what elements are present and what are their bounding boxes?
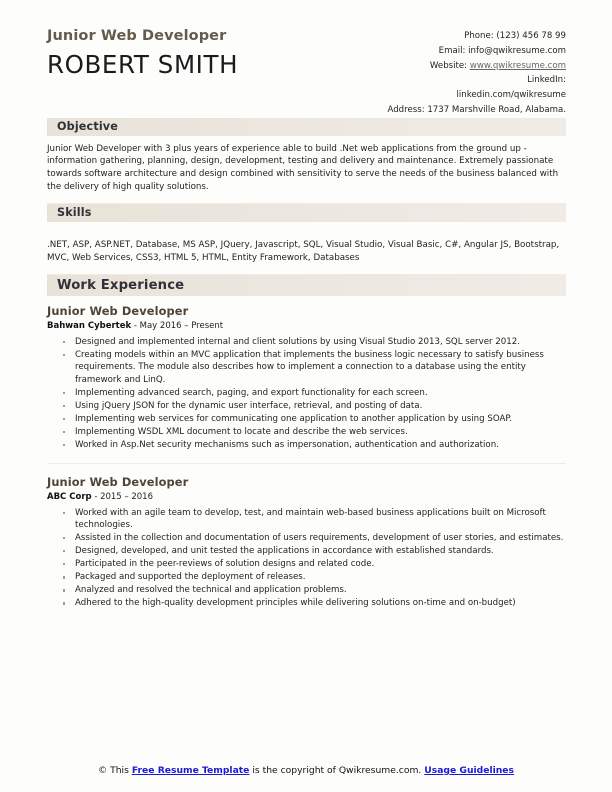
- list-item: Implementing WSDL XML document to locate and describe the web services.: [61, 426, 566, 439]
- skills-text: .NET, ASP, ASP.NET, Database, MS ASP, JQuery, Javascript, SQL, Visual Studio, Visual Basic, C#, Angular JS, Bootstrap, MVC, Web Services, CSS3, HTML 5, HTML, Entity Framework, Databases: [47, 239, 560, 263]
- section-title-work-experience: Work Experience: [57, 277, 185, 293]
- list-item: Assisted in the collection and documentation of users requirements, development of user stories, and estimates.: [61, 532, 566, 545]
- objective-text: Junior Web Developer with 3 plus years of experience able to build .Net web applications from the ground up - information gathering, planning, design, development, testing and delivery and maintenance. Extremely passionate towards software architecture and design combined with sensitivity to serve the needs of the business balanced with the delivery of high quality solutions.: [47, 143, 559, 193]
- section-header-objective: [47, 118, 566, 136]
- footer-middle: is the copyright of Qwikresume.com.: [252, 764, 422, 776]
- experience-entry: [47, 464, 566, 610]
- list-item: Packaged and supported the deployment of releases.: [61, 571, 566, 584]
- list-item: Implementing web services for communicating one application to another application by using SOAP.: [61, 413, 566, 426]
- list-item: Analyzed and resolved the technical and application problems.: [61, 584, 566, 597]
- experience-role: Junior Web Developer: [47, 303, 189, 318]
- experience-company: ABC Corp: [47, 491, 92, 502]
- experience-bullet-list: [47, 336, 566, 452]
- experience-dates: - May 2016 – Present: [133, 320, 224, 331]
- list-item: Implementing advanced search, paging, and export functionality for each screen.: [61, 387, 566, 400]
- header-identity: [47, 26, 238, 80]
- experience-meta: [47, 321, 566, 333]
- header-job-title: Junior Web Developer: [47, 28, 227, 44]
- contact-website-label: Website:: [429, 60, 468, 71]
- contact-address: Address: 1737 Marshville Road, Alabama.: [387, 104, 566, 115]
- contact-linkedin-label: LinkedIn:: [527, 75, 566, 86]
- candidate-name: ROBERT SMITH: [47, 50, 239, 80]
- page-footer: [0, 764, 612, 778]
- list-item: Creating models within an MVC application that implements the business logic necessary to satisfy business requirements. The module also describes how to implement a connection to a database using the entity framework and LinQ.: [61, 349, 566, 387]
- section-title-skills: Skills: [57, 206, 92, 220]
- contact-email: Email: info@qwikresume.com: [438, 45, 566, 56]
- contact-linkedin-url[interactable]: linkedin.com/qwikresume: [456, 90, 566, 101]
- usage-guidelines-link[interactable]: Usage Guidelines: [424, 764, 514, 776]
- list-item: Adhered to the high-quality development principles while delivering solutions on-time and on-budget): [61, 597, 566, 610]
- section-header-skills: [47, 204, 566, 222]
- experience-entry: [47, 296, 566, 452]
- list-item: Worked with an agile team to develop, test, and maintain web-based business applications built on Microsoft technologies.: [61, 507, 566, 532]
- free-resume-template-link[interactable]: Free Resume Template: [131, 764, 250, 776]
- resume-header: [0, 0, 612, 118]
- experience-role: Junior Web Developer: [47, 474, 189, 489]
- list-item: Designed, developed, and unit tested the applications in accordance with established standards.: [61, 545, 566, 558]
- contact-info: [387, 26, 566, 118]
- list-item: Participated in the peer-reviews of solution designs and related code.: [61, 558, 566, 571]
- list-item: Designed and implemented internal and client solutions by using Visual Studio 2013, SQL server 2012.: [61, 336, 566, 349]
- footer-prefix: This: [110, 764, 129, 776]
- section-title-objective: Objective: [57, 120, 118, 134]
- experience-company: Bahwan Cybertek: [47, 320, 132, 331]
- list-item: Worked in Asp.Net security mechanisms such as impersonation, authentication and authorization.: [61, 439, 566, 452]
- section-header-work-experience: [47, 275, 566, 296]
- experience-dates: - 2015 – 2016: [94, 491, 153, 502]
- experience-meta: [47, 492, 566, 504]
- contact-phone: Phone: (123) 456 78 99: [464, 31, 566, 41]
- list-item: Using jQuery JSON for the dynamic user interface, retrieval, and posting of data.: [61, 400, 566, 413]
- contact-website: [387, 59, 566, 74]
- experience-bullet-list: [47, 507, 566, 610]
- copyright-symbol: ©: [98, 764, 108, 776]
- contact-website-link[interactable]: www.qwikresume.com: [469, 60, 566, 71]
